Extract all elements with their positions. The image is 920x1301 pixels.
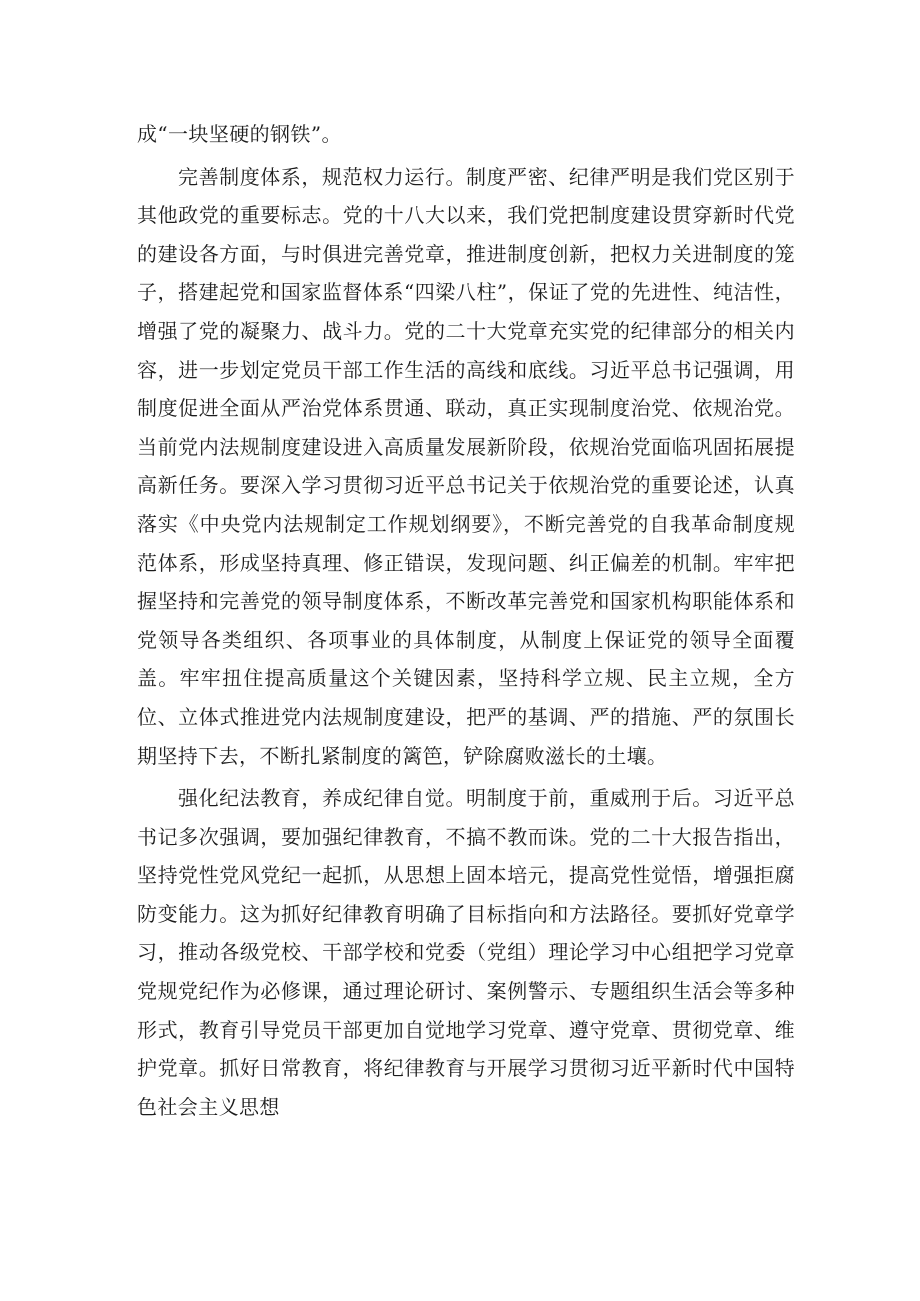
document-body bbox=[137, 115, 795, 1126]
paragraph-institutional-system: 完善制度体系，规范权力运行。制度严密、纪律严明是我们党区别于其他政党的重要标志。党的十八大以来，我们党把制度建设贯穿新时代党的建设各方面，与时俱进完善党章，推进制度创新，把权力关进制度的笼子，搭建起党和国家监督体系“四梁八柱”，保证了党的先进性、纯洁性，增强了党的凝聚力、战斗力。党的二十大党章充实党的纪律部分的相关内容，进一步划定党员干部工作生活的高线和底线。习近平总书记强调，用制度促进全面从严治党体系贯通、联动，真正实现制度治党、依规治党。当前党内法规制度建设进入高质量发展新阶段，依规治党面临巩固拓展提高新任务。要深入学习贯彻习近平总书记关于依规治党的重要论述，认真落实《中央党内法规制定工作规划纲要》，不断完善党的自我革命制度规范体系，形成坚持真理、修正错误，发现问题、纠正偏差的机制。牢牢把握坚持和完善党的领导制度体系，不断改革完善党和国家机构职能体系和党领导各类组织、各项事业的具体制度，从制度上保证党的领导全面覆盖。牢牢扭住提高质量这个关键因素，坚持科学立规、民主立规，全方位、立体式推进党内法规制度建设，把严的基调、严的措施、严的氛围长期坚持下去，不断扎紧制度的篱笆，铲除腐败滋长的土壤。 bbox=[137, 164, 795, 768]
paragraph-continuation: 成“一块坚硬的钢铁”。 bbox=[137, 122, 342, 146]
paragraph-discipline-education: 强化纪法教育，养成纪律自觉。明制度于前，重威刑于后。习近平总书记多次强调，要加强纪律教育，不搞不教而诛。党的二十大报告指出，坚持党性党风党纪一起抓，从思想上固本培元，提高党性觉悟，增强拒腐防变能力。这为抓好纪律教育明确了目标指向和方法路径。要抓好党章学习，推动各级党校、干部学校和党委（党组）理论学习中心组把学习党章党规党纪作为必修课，通过理论研讨、案例警示、专题组织生活会等多种形式，教育引导党员干部更加自觉地学习党章、遵守党章、贯彻党章、维护党章。抓好日常教育，将纪律教育与开展学习贯彻习近平新时代中国特色社会主义思想 bbox=[137, 786, 795, 1119]
